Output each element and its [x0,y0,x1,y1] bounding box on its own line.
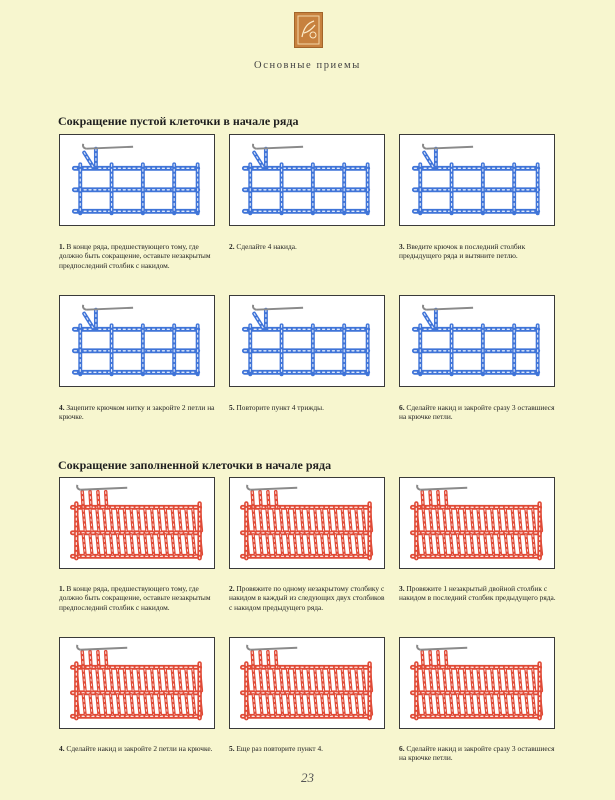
running-head: Основные приемы [254,60,361,71]
illustration-step-5 [229,295,385,387]
empty-mesh-illustration [60,135,214,225]
filled-mesh-illustration [230,478,384,568]
empty-mesh-illustration [230,135,384,225]
filled-mesh-illustration [60,478,214,568]
step-caption: 5. Повторите пункт 4 трижды. [229,403,324,412]
illustration-step-6 [399,295,555,387]
step-caption: 3. Провяжите 1 незакрытый двойной столбик с накидом в последний столбик предыдущего ряда. [399,584,556,603]
illustration-step-4 [59,637,215,729]
step-caption: 3. Введите крючок в последний столбик предыдущего ряда и вытяните петлю. [399,242,526,261]
step-caption: 2. Сделайте 4 накида. [229,242,297,251]
book-emblem-icon [294,12,323,48]
illustration-step-1 [59,134,215,226]
step-caption: 6. Сделайте накид и закройте сразу 3 оставшиеся на крючке петли. [399,403,555,422]
illustration-step-2 [229,477,385,569]
filled-mesh-illustration [230,638,384,728]
filled-mesh-illustration [400,478,554,568]
illustration-step-2 [229,134,385,226]
step-caption: 1. В конце ряда, предшествующего тому, где должно быть сокращение, оставьте незакрытым предпоследний столбик с накидом. [59,584,211,612]
empty-mesh-illustration [60,296,214,386]
step-caption: 5. Еще раз повторите пункт 4. [229,744,323,753]
step-caption: 1. В конце ряда, предшествующего тому, где должно быть сокращение, оставьте незакрытым предпоследний столбик с накидом. [59,242,211,270]
step-caption: 4. Зацепите крючком нитку и закройте 2 петли на крючке. [59,403,215,422]
filled-mesh-illustration [60,638,214,728]
illustration-step-3 [399,477,555,569]
empty-mesh-illustration [400,135,554,225]
step-caption: 2. Провяжите по одному незакрытому столбику с накидом в каждый из следующих двух столбиков с накидом предыдущего ряда. [229,584,385,612]
section-title-empty-mesh: Сокращение пустой клеточки в начале ряда [58,114,299,128]
illustration-step-1 [59,477,215,569]
step-caption: 4. Сделайте накид и закройте 2 петли на крючке. [59,744,213,753]
illustration-step-6 [399,637,555,729]
empty-mesh-illustration [230,296,384,386]
filled-mesh-illustration [400,638,554,728]
illustration-step-5 [229,637,385,729]
illustration-step-4 [59,295,215,387]
step-caption: 6. Сделайте накид и закройте сразу 3 оставшиеся на крючке петли. [399,744,555,763]
empty-mesh-illustration [400,296,554,386]
section-title-filled-mesh: Сокращение заполненной клеточки в начале ряда [58,458,332,472]
illustration-step-3 [399,134,555,226]
page-number: 23 [301,770,314,785]
